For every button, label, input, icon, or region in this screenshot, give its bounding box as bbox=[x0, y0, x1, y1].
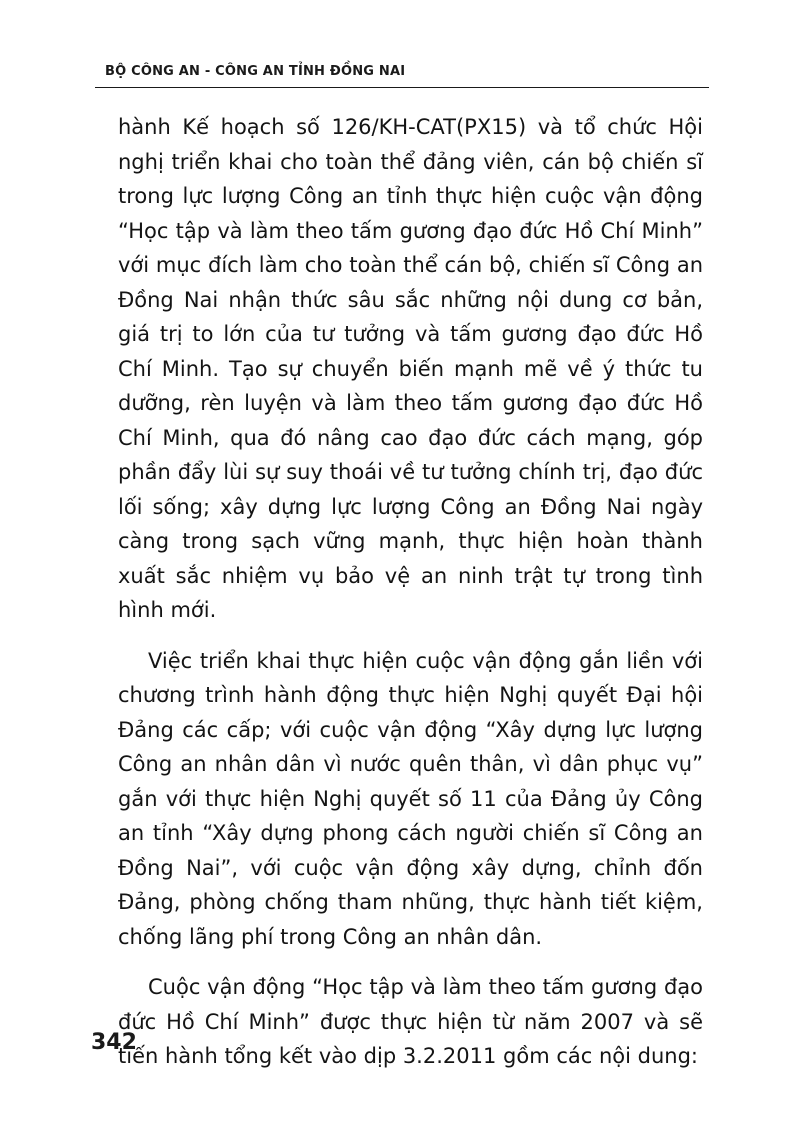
paragraph: Cuộc vận động “Học tập và làm theo tấm gương đạo đức Hồ Chí Minh” được thực hiện từ năm 2007 và sẽ tiến hành tổng kết vào dịp 3.2.2011 gồm các nội dung: bbox=[118, 975, 703, 1068]
body-text bbox=[118, 110, 703, 1074]
running-header-title: BỘ CÔNG AN - CÔNG AN TỈNH ĐỒNG NAI bbox=[105, 64, 406, 79]
paragraph-continued: hành Kế hoạch số 126/KH-CAT(PX15) và tổ chức Hội nghị triển khai cho toàn thể đảng viên, cán bộ chiến sĩ trong lực lượng Công an tỉnh thực hiện cuộc vận động “Học tập và làm theo tấm gương đạo đức Hồ Chí Minh” với mục đích làm cho toàn thể cán bộ, chiến sĩ Công an Đồng Nai nhận thức sâu sắc những nội dung cơ bản, giá trị to lớn của tư tưởng và tấm gương đạo đức Hồ Chí Minh. Tạo sự chuyển biến mạnh mẽ về ý thức tu dưỡng, rèn luyện và làm theo tấm gương đạo đức Hồ Chí Minh, qua đó nâng cao đạo đức cách mạng, góp phần đẩy lùi sự suy thoái về tư tưởng chính trị, đạo đức lối sống; xây dựng lực lượng Công an Đồng Nai ngày càng trong sạch vững mạnh, thực hiện hoàn thành xuất sắc nhiệm vụ bảo vệ an ninh trật tự trong tình hình mới. bbox=[118, 115, 703, 622]
header-rule bbox=[95, 87, 709, 88]
paragraph: Việc triển khai thực hiện cuộc vận động gắn liền với chương trình hành động thực hiện Nghị quyết Đại hội Đảng các cấp; với cuộc vận động “Xây dựng lực lượng Công an nhân dân vì nước quên thân, vì dân phục vụ” gắn với thực hiện Nghị quyết số 11 của Đảng ủy Công an tỉnh “Xây dựng phong cách người chiến sĩ Công an Đồng Nai”, với cuộc vận động xây dựng, chỉnh đốn Đảng, phòng chống tham nhũng, thực hành tiết kiệm, chống lãng phí trong Công an nhân dân. bbox=[118, 648, 703, 949]
page-number: 342 bbox=[91, 1030, 137, 1055]
